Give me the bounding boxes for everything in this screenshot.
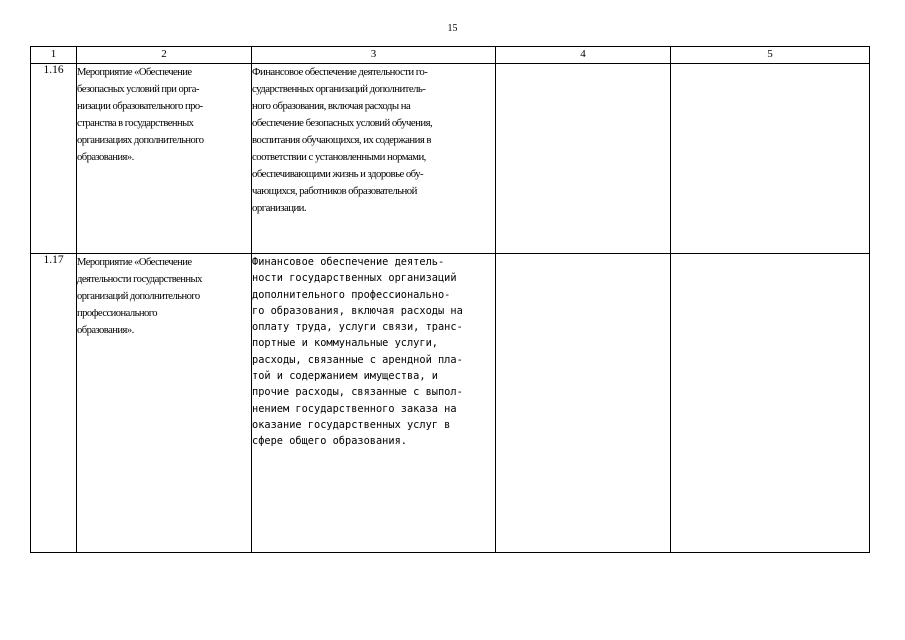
measure-description: Финансовое обеспечение деятельности го- сударственных организаций дополнитель- ного образования, включая расходы на обеспечение безопасных условий обучения, воспитания обучающихся, их содержания в соответствии с установленными нормами, обеспечивающими жизнь и здоровье обу- чающихся, работников образовательной организации.: [252, 64, 496, 254]
column-header: 4: [496, 47, 671, 64]
measure-name: Мероприятие «Обеспечение безопасных условий при орга- низации образовательного про- странства в государственных организациях дополнительного образования».: [77, 64, 252, 254]
row-number: 1.16: [31, 64, 77, 254]
table-row: [31, 64, 870, 254]
column-header: 3: [252, 47, 496, 64]
measure-name: Мероприятие «Обеспечение деятельности государственных организаций дополнительного профессионального образования».: [77, 254, 252, 553]
measure-description: Финансовое обеспечение деятель- ности государственных организаций дополнительного профессионально- го образования, включая расходы на оплату труда, услуги связи, транс- портные и коммунальные услуги, расходы, связанные с арендной пла- той и содержанием имущества, и прочие расходы, связанные с выпол- нением государственного заказа на оказание государственных услуг в сфере общего образования.: [252, 254, 496, 553]
row-number: 1.17: [31, 254, 77, 553]
column-5-cell: [671, 64, 870, 254]
column-header: 5: [671, 47, 870, 64]
page-number: 15: [447, 23, 458, 34]
column-4-cell: [496, 254, 671, 553]
column-4-cell: [496, 64, 671, 254]
column-header: 2: [77, 47, 252, 64]
table-header-row: [31, 47, 870, 64]
measures-table: [30, 46, 870, 553]
column-5-cell: [671, 254, 870, 553]
column-header: 1: [31, 47, 77, 64]
table-row: [31, 254, 870, 553]
